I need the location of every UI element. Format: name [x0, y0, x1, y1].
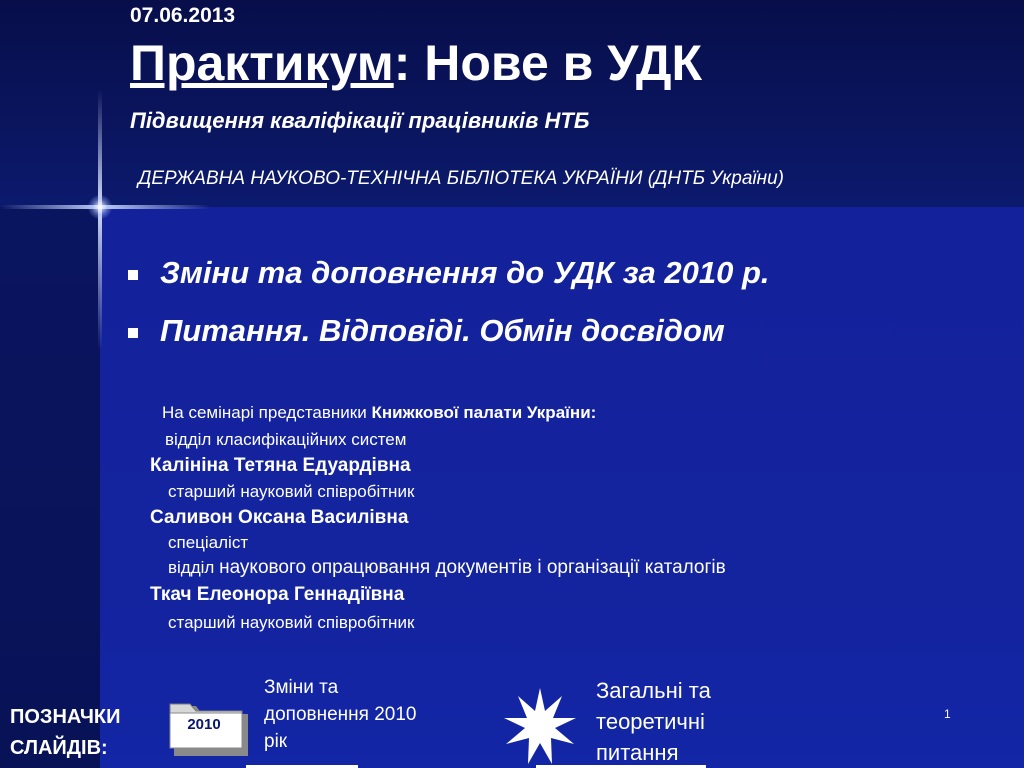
bullet-square-icon: [128, 270, 138, 280]
slide-title: [130, 34, 702, 92]
folder-icon-label: 2010: [187, 716, 221, 733]
organization-name: ДЕРЖАВНА НАУКОВО-ТЕХНІЧНА БІБЛІОТЕКА УКРАЇНИ (ДНТБ України): [138, 168, 784, 189]
legend-text-line: рік: [264, 731, 288, 752]
presenter-role: старший науковий співробітник: [168, 613, 415, 632]
department-line: відділ класифікаційних систем: [165, 430, 407, 449]
light-flare-vertical: [98, 90, 102, 350]
starburst-icon: [502, 686, 578, 768]
legend-label-line: СЛАЙДІВ:: [10, 737, 108, 759]
left-band: [0, 207, 100, 768]
page-number: 1: [944, 707, 951, 721]
presenters-intro: [162, 403, 596, 423]
bullet-item: [128, 302, 770, 360]
legend-item-changes: [264, 674, 454, 755]
legend-text-line: теоретичні: [596, 709, 705, 734]
department-line: [168, 557, 726, 579]
title-underlined-word: Практикум: [130, 35, 394, 91]
bullet-square-icon: [128, 328, 138, 338]
bullet-text: Зміни та доповнення до УДК за 2010 р.: [160, 255, 770, 290]
legend-label-line: ПОЗНАЧКИ: [10, 706, 121, 728]
slide-date: 07.06.2013: [130, 4, 236, 27]
presenters-intro-text: На семінарі представники: [162, 403, 372, 422]
legend-item-theory: [596, 675, 756, 768]
bullet-item: [128, 244, 770, 302]
presenters-organization: Книжкової палати України:: [371, 403, 597, 422]
legend-text-line: питання: [596, 740, 679, 765]
bullet-list: [128, 244, 770, 360]
legend-text-line: доповнення 2010: [264, 704, 417, 725]
presenter-role: старший науковий співробітник: [168, 482, 415, 501]
presenter-role: спеціаліст: [168, 533, 249, 552]
department-name: наукового опрацювання документів і організації каталогів: [219, 557, 726, 578]
presenter-name: Калініна Тетяна Едуардівна: [150, 455, 411, 476]
presenter-name: Саливон Оксана Василівна: [150, 507, 409, 528]
legend-text-line: Зміни та: [264, 677, 339, 698]
slide-legend-label: [10, 702, 120, 764]
legend-text-line: Загальні та: [596, 678, 711, 703]
bullet-text: Питання. Відповіді. Обмін досвідом: [160, 313, 725, 348]
slide-subtitle: Підвищення кваліфікації працівників НТБ: [130, 108, 590, 133]
department-prefix: відділ: [168, 558, 220, 577]
title-rest: : Нове в УДК: [393, 35, 703, 91]
light-flare-center: [88, 195, 112, 219]
presenter-name: Ткач Елеонора Геннадіївна: [150, 584, 405, 605]
